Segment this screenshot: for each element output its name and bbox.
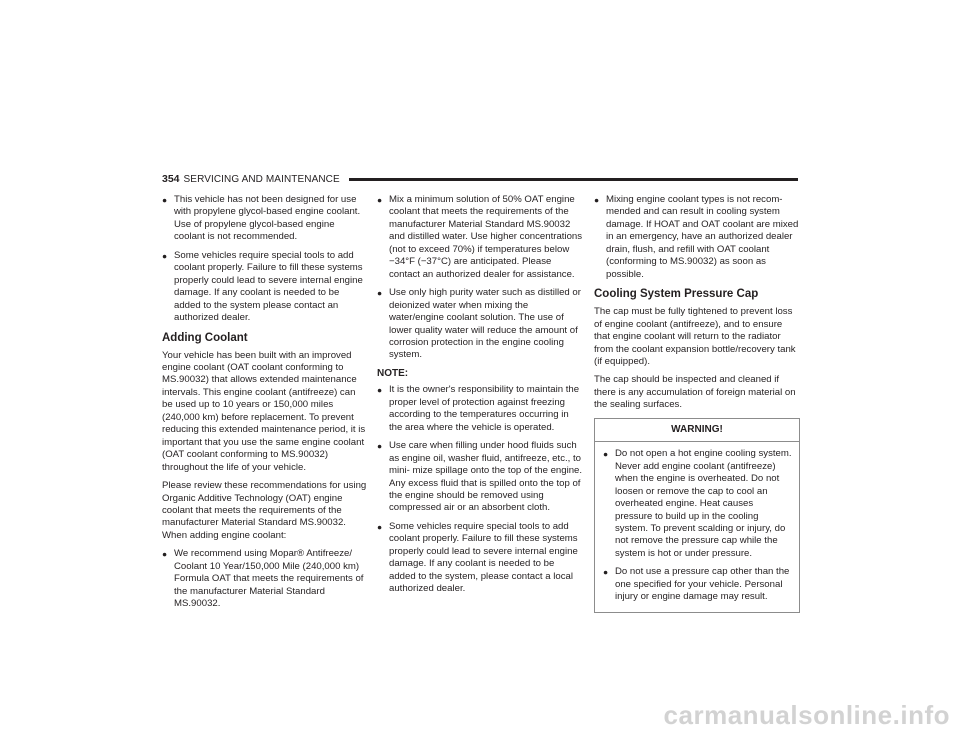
bullet-icon: ● bbox=[377, 195, 383, 205]
paragraph: The cap should be inspected and cleaned if there is any accumulation of foreign material on the sealing surfaces. bbox=[594, 374, 796, 411]
paragraph: Please review these recommendations for using Organic Additive Technology (OAT) engine coolant that meets the requirements of the manufacturer Material Standard MS.90032. When adding engine coolant: bbox=[162, 480, 367, 541]
bullet-icon: ● bbox=[603, 567, 609, 578]
list-item bbox=[377, 521, 583, 596]
list-item bbox=[377, 384, 583, 434]
list-item-text: Do not open a hot engine cooling system. Never add engine coolant (antifreeze) when the engine is overheated. Do not loosen or remove the cap to cool an overheated engine. Heat causes pressure to build up in the cooling system. To prevent scalding or injury, do not remove the pressure cap while the system is hot or under pressure. bbox=[615, 448, 792, 559]
section-title: SERVICING AND MAINTENANCE bbox=[183, 173, 340, 185]
list-item-text: We recommend using Mopar® Antifreeze/ Coolant 10 Year/150,000 Mile (240,000 km) Formula OAT that meets the requirements of the manufacturer Material Standard MS.90032. bbox=[174, 548, 364, 610]
list-item-text: Mixing engine coolant types is not recom- mended and can result in cooling system damage. If HOAT and OAT coolant are mixed in an emergency, have an authorized dealer drain, flush, and refill with OAT coolant (conforming to MS.90032) as soon as possible. bbox=[606, 194, 799, 280]
bullet-icon: ● bbox=[377, 521, 383, 532]
page-number: 354 bbox=[162, 173, 180, 185]
list-item-text: Some vehicles require special tools to add coolant properly. Failure to fill these systems properly could lead to severe internal engine damage. If any coolant is needed to be added to the system please contact an authorized dealer. bbox=[174, 249, 363, 324]
list-item-text: Use care when filling under hood fluids such as engine oil, washer fluid, antifreeze, etc., to mini- mize spillage onto the top of the engine. Any excess fluid that is spilled onto the top of the engine should be removed using compressed air or an absorbent cloth. bbox=[389, 440, 583, 514]
warning-box bbox=[594, 418, 800, 613]
bullet-icon: ● bbox=[377, 385, 383, 396]
column-3 bbox=[594, 194, 800, 613]
list-item bbox=[162, 548, 368, 610]
paragraph: The cap must be fully tightened to prevent loss of engine coolant (antifreeze), and to ensure that engine coolant will return to the radiator from the coolant expansion bottle/recovery tank (if equipped). bbox=[594, 306, 796, 367]
header-rule bbox=[349, 178, 798, 181]
list-item-text: Mix a minimum solution of 50% OAT engine coolant that meets the requirements of the manufacturer Material Standard MS.90032 and distilled water. Use higher concentrations (not to exceed 70%) if temperatures below −34°F (−37°C) are anticipated. Please contact an authorized dealer for assistance. bbox=[389, 194, 583, 280]
column-1 bbox=[162, 194, 368, 617]
list-item bbox=[603, 448, 793, 560]
paragraph: Your vehicle has been built with an improved engine coolant (OAT coolant conforming to MS.90032) that allows extended maintenance intervals. This engine coolant (antifreeze) can be used up to 10 years or 150,000 miles (240,000 km) before replacement. To prevent reducing this extended maintenance period, it is important that you use the same engine coolant (OAT coolant conforming to MS.90032) throughout the life of your vehicle. bbox=[162, 349, 366, 473]
bullet-icon: ● bbox=[162, 549, 168, 560]
list-item bbox=[162, 250, 368, 325]
watermark: carmanualsonline.info bbox=[663, 700, 950, 730]
page-header bbox=[162, 172, 798, 186]
bullet-icon: ● bbox=[377, 441, 383, 452]
list-item bbox=[377, 194, 583, 281]
heading-adding-coolant: Adding Coolant bbox=[162, 331, 248, 344]
bullet-icon: ● bbox=[162, 250, 168, 261]
list-item-text: Some vehicles require special tools to add coolant properly. Failure to fill these systems properly could lead to severe internal engine damage. If any coolant is needed to be added to the system, please contact a local authorized dealer. bbox=[389, 520, 578, 595]
bullet-icon: ● bbox=[162, 195, 168, 205]
list-item-text: Use only high purity water such as distilled or deionized water when mixing the water/engine coolant solution. The use of lower quality water will reduce the amount of corrosion protection in the engine cooling system. bbox=[389, 287, 581, 361]
column-2 bbox=[377, 194, 583, 602]
bullet-icon: ● bbox=[594, 195, 600, 205]
heading-pressure-cap: Cooling System Pressure Cap bbox=[594, 288, 759, 301]
bullet-icon: ● bbox=[603, 449, 609, 460]
warning-title: WARNING! bbox=[595, 419, 799, 442]
list-item-text: It is the owner's responsibility to maintain the proper level of protection against freezing according to the temperatures occurring in the area where the vehicle is operated. bbox=[389, 384, 580, 433]
list-item-text: This vehicle has not been designed for use with propylene glycol-based engine coolant. Use of propylene glycol-based engine coolant is not recommended. bbox=[174, 194, 361, 243]
list-item bbox=[377, 287, 583, 362]
bullet-icon: ● bbox=[377, 288, 383, 299]
list-item-text: Do not use a pressure cap other than the one specified for your vehicle. Personal injury or engine damage may result. bbox=[615, 566, 790, 603]
note-label: NOTE: bbox=[377, 367, 409, 379]
list-item bbox=[162, 194, 368, 244]
list-item bbox=[594, 194, 800, 281]
list-item bbox=[603, 566, 793, 603]
list-item bbox=[377, 440, 583, 515]
